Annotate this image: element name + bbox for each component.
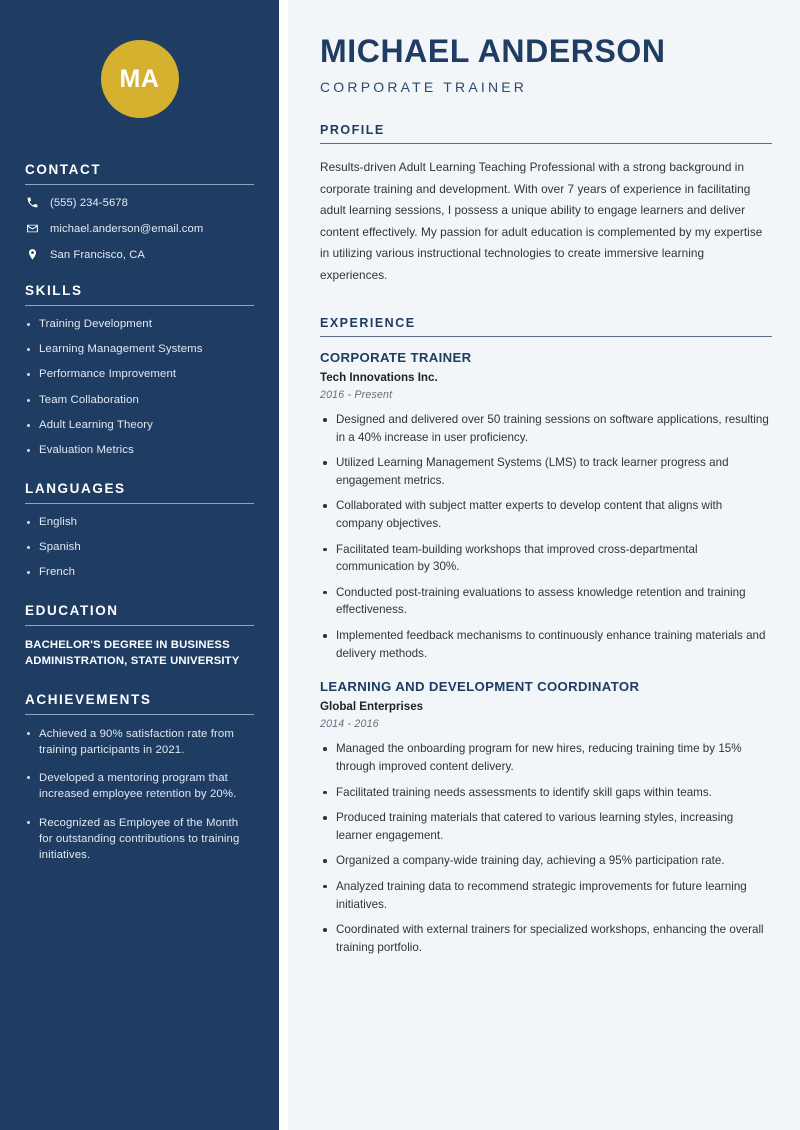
contact-phone[interactable]: [25, 196, 254, 209]
contact-section: [25, 162, 254, 261]
list-item: Achieved a 90% satisfaction rate from training participants in 2021.: [25, 726, 254, 758]
job-title: CORPORATE TRAINER: [320, 350, 472, 365]
list-item: Facilitated training needs assessments to identify skill gaps within teams.: [320, 784, 772, 802]
achievements-section: [25, 692, 254, 863]
job-responsibilities-list: [320, 411, 772, 662]
list-item: French: [25, 565, 254, 581]
list-item: Managed the onboarding program for new hires, reducing training time by 15% through improved content delivery.: [320, 740, 772, 775]
experience-section-title: EXPERIENCE: [320, 316, 416, 330]
list-item: Team Collaboration: [25, 393, 254, 409]
list-item: Adult Learning Theory: [25, 418, 254, 434]
list-item: Produced training materials that catered to various learning styles, increasing learner engagement.: [320, 809, 772, 844]
page-title: MICHAEL ANDERSON: [320, 33, 666, 69]
contact-location[interactable]: [25, 248, 254, 261]
column-gutter: [279, 0, 288, 1130]
experience-entry: [320, 679, 772, 956]
list-item: Designed and delivered over 50 training sessions on software applications, resulting in a 40% increase in user proficiency.: [320, 411, 772, 446]
list-item: Conducted post-training evaluations to assess knowledge retention and training effectiveness.: [320, 584, 772, 619]
list-item: Learning Management Systems: [25, 342, 254, 358]
email-icon: [25, 222, 39, 235]
list-item: Training Development: [25, 317, 254, 333]
list-item: Utilized Learning Management Systems (LMS) to track learner progress and engagement metrics.: [320, 454, 772, 489]
job-dates: 2016 - Present: [320, 389, 393, 401]
education-entry: BACHELOR'S DEGREE IN BUSINESS ADMINISTRATION, STATE UNIVERSITY: [25, 639, 240, 668]
contact-email-value: michael.anderson@email.com: [50, 222, 204, 235]
profile-section-title: PROFILE: [320, 123, 385, 138]
languages-section-title: LANGUAGES: [25, 480, 126, 496]
phone-icon: [25, 196, 39, 209]
list-item: English: [25, 515, 254, 531]
skills-list: [25, 317, 254, 459]
achievements-list: [25, 726, 254, 863]
profile-text: Results-driven Adult Learning Teaching Professional with a strong background in corporate training and development. With over 7 years of experience in facilitating adult learning sessions, I possess a unique ability to engage learners and deliver content effectively. My passion for adult education is complemented by my expertise in utilizing various instructional technologies to create immersive learning experiences.: [320, 160, 763, 282]
job-company: Global Enterprises: [320, 700, 424, 714]
list-item: Implemented feedback mechanisms to continuously enhance training materials and delivery methods.: [320, 627, 772, 662]
avatar: MA: [101, 40, 179, 118]
job-responsibilities-list: [320, 740, 772, 956]
list-item: Performance Improvement: [25, 367, 254, 383]
list-item: Evaluation Metrics: [25, 443, 254, 459]
list-item: Coordinated with external trainers for specialized workshops, enhancing the overall training portfolio.: [320, 921, 772, 956]
list-item: Developed a mentoring program that increased employee retention by 20%.: [25, 770, 254, 802]
profile-section: [320, 123, 772, 286]
skills-section: [25, 283, 254, 459]
section-divider: [320, 336, 772, 337]
job-dates: 2014 - 2016: [320, 718, 379, 731]
job-title: LEARNING AND DEVELOPMENT COORDINATOR: [320, 679, 640, 695]
job-role-subtitle: CORPORATE TRAINER: [320, 79, 528, 96]
location-pin-icon: [25, 248, 39, 261]
section-divider: [320, 143, 772, 144]
achievements-section-title: ACHIEVEMENTS: [25, 691, 152, 707]
languages-list: [25, 515, 254, 581]
section-divider: [25, 625, 254, 626]
list-item: Analyzed training data to recommend strategic improvements for future learning initiatives.: [320, 878, 772, 913]
section-divider: [25, 503, 254, 504]
contact-section-title: CONTACT: [25, 162, 102, 177]
contact-phone-value: (555) 234-5678: [50, 196, 128, 209]
languages-section: [25, 481, 254, 581]
main-content: [288, 0, 800, 1130]
list-item: Spanish: [25, 540, 254, 556]
avatar-container: [25, 0, 254, 162]
list-item: Recognized as Employee of the Month for outstanding contributions to training initiatives.: [25, 815, 254, 864]
list-item: Organized a company-wide training day, achieving a 95% participation rate.: [320, 852, 772, 870]
sidebar: [0, 0, 279, 1130]
education-section-title: EDUCATION: [25, 603, 119, 619]
skills-section-title: SKILLS: [25, 283, 83, 298]
experience-entry: [320, 350, 772, 662]
education-section: [25, 603, 254, 670]
job-company: Tech Innovations Inc.: [320, 371, 438, 384]
contact-email[interactable]: [25, 222, 254, 235]
list-item: Collaborated with subject matter experts to develop content that aligns with company objectives.: [320, 497, 772, 532]
section-divider: [25, 714, 254, 715]
experience-section: [320, 316, 772, 956]
section-divider: [25, 184, 254, 185]
list-item: Facilitated team-building workshops that improved cross-departmental communication by 30%.: [320, 541, 772, 576]
section-divider: [25, 305, 254, 306]
contact-location-value: San Francisco, CA: [50, 248, 145, 261]
